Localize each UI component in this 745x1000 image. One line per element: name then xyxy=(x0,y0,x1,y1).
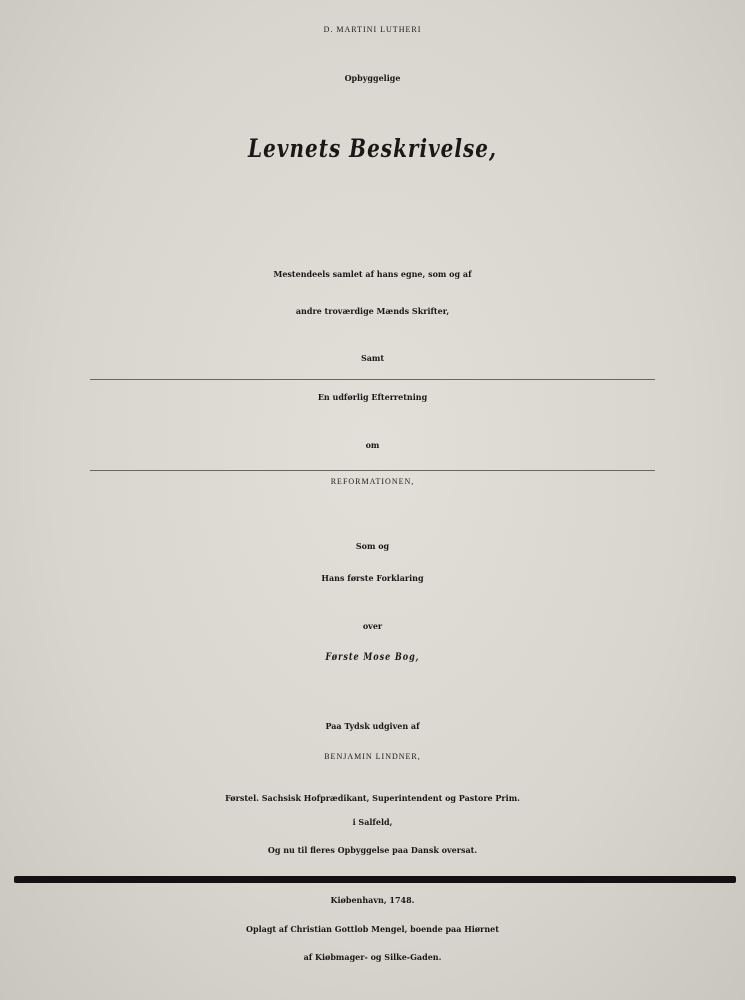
subtitle-line-1: Mestendeels samlet af hans egne, som og af xyxy=(273,269,472,279)
divider-rule-2 xyxy=(90,470,655,471)
over-line: over xyxy=(362,621,383,631)
place-line: i Salfeld, xyxy=(352,817,393,827)
forklaring-line: Hans første Forklaring xyxy=(321,573,424,583)
heavy-divider-rule xyxy=(14,876,736,883)
imprint-line-1: Oplagt af Christian Gottlob Mengel, boende paa Hiørnet xyxy=(246,924,499,934)
samt-line: Samt xyxy=(360,353,385,363)
translation-line: Og nu til fleres Opbyggelse paa Dansk oversat. xyxy=(267,845,478,855)
udgiven-line: Paa Tydsk udgiven af xyxy=(325,721,420,731)
som-og-line: Som og xyxy=(355,541,390,551)
om-line: om xyxy=(365,440,380,450)
editor-line: BENJAMIN LINDNER, xyxy=(324,752,421,761)
imprint-city-line: Kiøbenhavn, 1748. xyxy=(330,895,415,905)
main-title: Levnets Beskrivelse, xyxy=(248,133,497,163)
efterretning-line: En udførlig Efterretning xyxy=(317,392,428,402)
subtitle-line-2: andre troværdige Mænds Skrifter, xyxy=(295,306,450,316)
editor-title-line: Førstel. Sachsisk Hofprædikant, Superintendent og Pastore Prim. xyxy=(225,793,520,803)
adjective-line: Opbyggelige xyxy=(344,73,401,83)
divider-rule-1 xyxy=(90,379,655,380)
author-line: D. MARTINI LUTHERI xyxy=(323,25,422,34)
imprint-line-2: af Kiøbmager- og Silke-Gaden. xyxy=(303,952,442,962)
reformation-line: REFORMATIONEN, xyxy=(330,477,415,486)
mose-bog-line: Første Mose Bog, xyxy=(325,649,420,663)
